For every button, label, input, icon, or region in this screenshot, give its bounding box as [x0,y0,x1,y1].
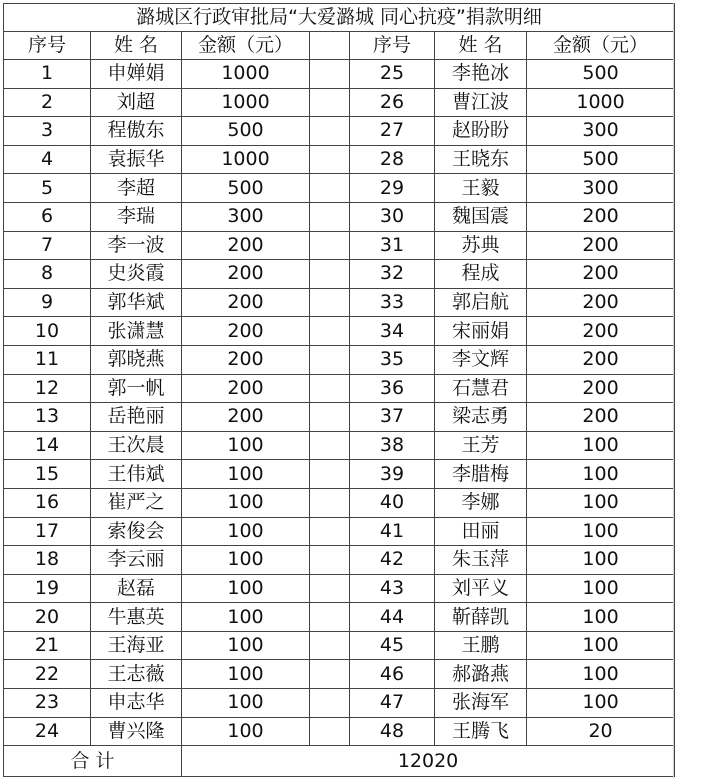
seq-cell-right: 46 [350,660,435,689]
table-row [4,631,675,660]
name-cell-left: 崔严之 [91,488,182,517]
seq-cell-left: 1 [4,60,91,89]
name-cell-right: 魏国震 [435,202,527,231]
seq-cell-left: 12 [4,374,91,403]
amount-cell-left: 1000 [182,88,310,117]
table-row [4,546,675,575]
column-gap [310,660,350,689]
name-cell-right: 王晓东 [435,145,527,174]
seq-cell-left: 5 [4,174,91,203]
seq-cell-right: 33 [350,288,435,317]
amount-cell-left: 200 [182,231,310,260]
column-gap [310,60,350,89]
name-cell-left: 李一波 [91,231,182,260]
seq-cell-right: 28 [350,145,435,174]
amount-cell-left: 200 [182,345,310,374]
column-gap [310,403,350,432]
seq-cell-left: 23 [4,689,91,718]
seq-cell-right: 25 [350,60,435,89]
seq-cell-left: 3 [4,117,91,146]
column-gap [310,717,350,746]
column-gap [310,260,350,289]
amount-cell-left: 200 [182,260,310,289]
name-cell-right: 李文辉 [435,345,527,374]
name-cell-left: 王次晨 [91,431,182,460]
amount-cell-right: 500 [527,145,675,174]
amount-cell-left: 100 [182,689,310,718]
name-cell-right: 李腊梅 [435,460,527,489]
table-row [4,202,675,231]
amount-cell-left: 200 [182,288,310,317]
seq-cell-right: 27 [350,117,435,146]
seq-cell-right: 29 [350,174,435,203]
column-gap [310,202,350,231]
seq-cell-left: 9 [4,288,91,317]
table-row [4,260,675,289]
amount-cell-right: 100 [527,689,675,718]
name-cell-left: 申志华 [91,689,182,718]
name-cell-left: 郭一帆 [91,374,182,403]
table-row [4,660,675,689]
seq-cell-left: 14 [4,431,91,460]
table-row [4,88,675,117]
seq-cell-left: 11 [4,345,91,374]
name-cell-right: 宋丽娟 [435,317,527,346]
name-cell-right: 王鹏 [435,631,527,660]
name-cell-right: 靳薛凯 [435,603,527,632]
column-gap [310,431,350,460]
amount-cell-right: 100 [527,488,675,517]
total-row [4,746,675,777]
name-cell-left: 申婵娟 [91,60,182,89]
table-row [4,117,675,146]
name-cell-right: 王芳 [435,431,527,460]
amount-cell-right: 100 [527,631,675,660]
header-amount-right: 金额（元） [527,32,675,60]
name-cell-left: 赵磊 [91,574,182,603]
amount-cell-right: 1000 [527,88,675,117]
column-gap [310,460,350,489]
name-cell-right: 程成 [435,260,527,289]
header-row [4,32,675,60]
table-row [4,174,675,203]
seq-cell-left: 18 [4,546,91,575]
amount-cell-right: 100 [527,460,675,489]
amount-cell-left: 500 [182,174,310,203]
table-row [4,374,675,403]
header-name-right: 姓 名 [435,32,527,60]
name-cell-right: 田丽 [435,517,527,546]
seq-cell-left: 4 [4,145,91,174]
table-row [4,345,675,374]
column-gap [310,574,350,603]
name-cell-left: 曹兴隆 [91,717,182,746]
seq-cell-right: 48 [350,717,435,746]
amount-cell-left: 200 [182,374,310,403]
name-cell-left: 史炎霞 [91,260,182,289]
seq-cell-right: 45 [350,631,435,660]
seq-cell-right: 38 [350,431,435,460]
seq-cell-left: 6 [4,202,91,231]
table-row [4,288,675,317]
amount-cell-left: 500 [182,117,310,146]
table-row [4,145,675,174]
donation-table [3,3,675,777]
column-gap [310,517,350,546]
seq-cell-right: 39 [350,460,435,489]
amount-cell-right: 100 [527,603,675,632]
amount-cell-left: 100 [182,460,310,489]
name-cell-right: 梁志勇 [435,403,527,432]
table-row [4,460,675,489]
seq-cell-left: 20 [4,603,91,632]
amount-cell-left: 100 [182,488,310,517]
column-gap [310,117,350,146]
column-gap [310,145,350,174]
table-row [4,689,675,718]
seq-cell-right: 35 [350,345,435,374]
column-gap [310,546,350,575]
column-gap [310,288,350,317]
amount-cell-right: 200 [527,403,675,432]
name-cell-right: 郝潞燕 [435,660,527,689]
data-rows [4,60,675,746]
total-label: 合 计 [4,746,182,777]
amount-cell-left: 100 [182,574,310,603]
table-row [4,574,675,603]
name-cell-left: 索俊会 [91,517,182,546]
name-cell-left: 李超 [91,174,182,203]
seq-cell-right: 44 [350,603,435,632]
name-cell-right: 刘平义 [435,574,527,603]
amount-cell-right: 200 [527,288,675,317]
column-gap [310,231,350,260]
name-cell-right: 曹江波 [435,88,527,117]
name-cell-left: 李瑞 [91,202,182,231]
seq-cell-left: 16 [4,488,91,517]
table-row [4,431,675,460]
name-cell-right: 王腾飞 [435,717,527,746]
header-name-left: 姓 名 [91,32,182,60]
column-gap [310,488,350,517]
amount-cell-right: 500 [527,60,675,89]
name-cell-left: 程傲东 [91,117,182,146]
seq-cell-left: 13 [4,403,91,432]
seq-cell-right: 26 [350,88,435,117]
seq-cell-right: 34 [350,317,435,346]
amount-cell-left: 1000 [182,60,310,89]
seq-cell-left: 24 [4,717,91,746]
name-cell-right: 李艳冰 [435,60,527,89]
name-cell-right: 李娜 [435,488,527,517]
table-row [4,60,675,89]
seq-cell-right: 30 [350,202,435,231]
amount-cell-left: 100 [182,717,310,746]
amount-cell-left: 200 [182,403,310,432]
amount-cell-right: 200 [527,317,675,346]
amount-cell-left: 200 [182,317,310,346]
seq-cell-right: 36 [350,374,435,403]
name-cell-right: 郭启航 [435,288,527,317]
seq-cell-right: 41 [350,517,435,546]
amount-cell-left: 100 [182,431,310,460]
name-cell-right: 石慧君 [435,374,527,403]
name-cell-right: 赵盼盼 [435,117,527,146]
amount-cell-right: 200 [527,345,675,374]
name-cell-left: 张潇慧 [91,317,182,346]
seq-cell-left: 10 [4,317,91,346]
seq-cell-right: 31 [350,231,435,260]
seq-cell-left: 19 [4,574,91,603]
sheet-edge-divider [673,3,674,778]
seq-cell-left: 2 [4,88,91,117]
column-gap [310,631,350,660]
table-row [4,717,675,746]
seq-cell-right: 40 [350,488,435,517]
header-seq-right: 序号 [350,32,435,60]
column-gap [310,174,350,203]
name-cell-left: 王伟斌 [91,460,182,489]
amount-cell-right: 200 [527,231,675,260]
name-cell-right: 王毅 [435,174,527,203]
column-gap [310,345,350,374]
amount-cell-right: 100 [527,517,675,546]
column-gap [310,88,350,117]
name-cell-left: 郭华斌 [91,288,182,317]
seq-cell-right: 43 [350,574,435,603]
total-value: 12020 [182,746,675,777]
name-cell-right: 张海军 [435,689,527,718]
name-cell-left: 王志薇 [91,660,182,689]
table-row [4,517,675,546]
seq-cell-left: 15 [4,460,91,489]
seq-cell-right: 37 [350,403,435,432]
amount-cell-right: 20 [527,717,675,746]
amount-cell-right: 200 [527,202,675,231]
seq-cell-right: 42 [350,546,435,575]
name-cell-right: 朱玉萍 [435,546,527,575]
amount-cell-left: 1000 [182,145,310,174]
amount-cell-left: 100 [182,631,310,660]
amount-cell-left: 100 [182,660,310,689]
name-cell-right: 苏典 [435,231,527,260]
amount-cell-right: 200 [527,260,675,289]
column-gap [310,689,350,718]
table-row [4,403,675,432]
name-cell-left: 李云丽 [91,546,182,575]
amount-cell-left: 100 [182,517,310,546]
amount-cell-right: 100 [527,431,675,460]
name-cell-left: 刘超 [91,88,182,117]
seq-cell-left: 7 [4,231,91,260]
table-row [4,231,675,260]
amount-cell-right: 100 [527,574,675,603]
amount-cell-right: 300 [527,174,675,203]
seq-cell-left: 8 [4,260,91,289]
seq-cell-left: 21 [4,631,91,660]
column-gap [310,603,350,632]
column-gap [310,32,350,60]
name-cell-left: 岳艳丽 [91,403,182,432]
header-amount-left: 金额（元） [182,32,310,60]
name-cell-left: 牛惠英 [91,603,182,632]
table-title: 潞城区行政审批局“大爱潞城 同心抗疫”捐款明细 [4,4,675,32]
amount-cell-right: 100 [527,660,675,689]
name-cell-left: 郭晓燕 [91,345,182,374]
title-row [4,4,675,32]
column-gap [310,317,350,346]
header-seq-left: 序号 [4,32,91,60]
name-cell-left: 王海亚 [91,631,182,660]
table-row [4,603,675,632]
table-row [4,317,675,346]
amount-cell-left: 300 [182,202,310,231]
table-row [4,488,675,517]
seq-cell-left: 22 [4,660,91,689]
seq-cell-right: 47 [350,689,435,718]
amount-cell-right: 200 [527,374,675,403]
column-gap [310,374,350,403]
name-cell-left: 袁振华 [91,145,182,174]
amount-cell-left: 100 [182,546,310,575]
seq-cell-left: 17 [4,517,91,546]
seq-cell-right: 32 [350,260,435,289]
amount-cell-left: 100 [182,603,310,632]
amount-cell-right: 100 [527,546,675,575]
amount-cell-right: 300 [527,117,675,146]
